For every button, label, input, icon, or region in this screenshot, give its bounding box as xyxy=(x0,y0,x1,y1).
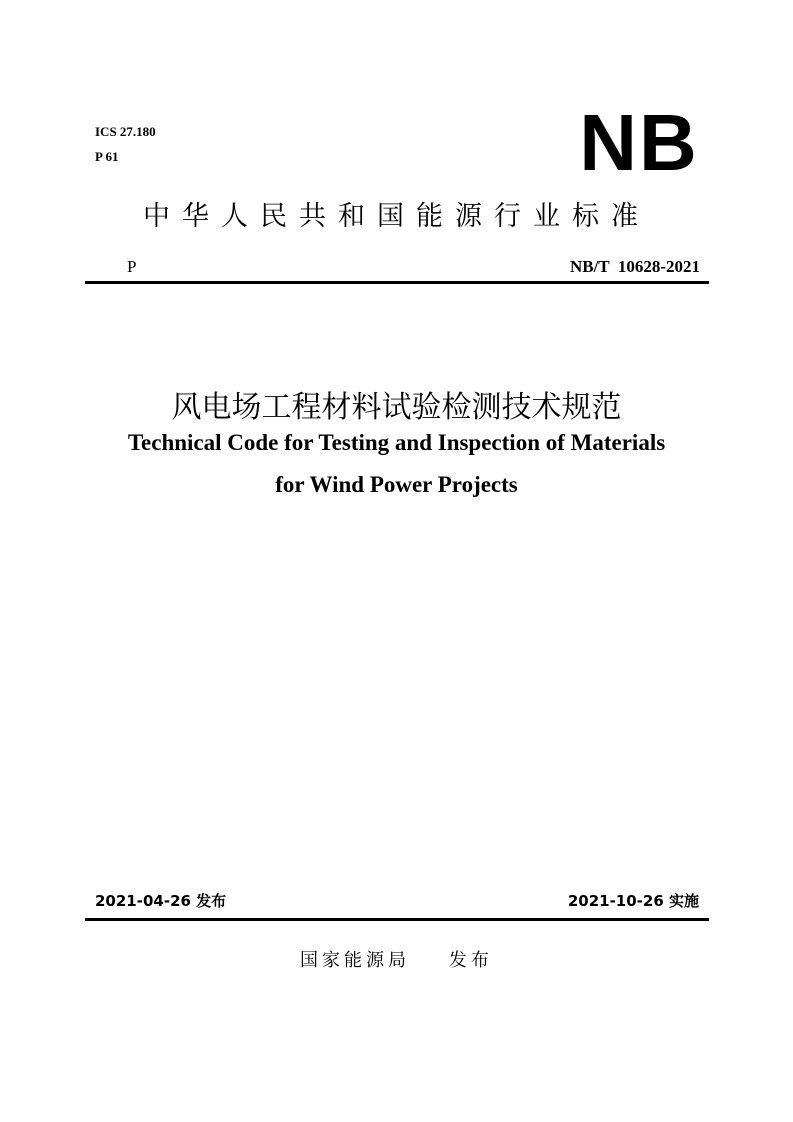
document-title-zh: 风电场工程材料试验检测技术规范 xyxy=(171,390,622,425)
document-title-en-line2: for Wind Power Projects xyxy=(275,472,518,497)
publisher: 国家能源局 发布 xyxy=(300,950,493,971)
industry-standard-title: 中华人民共和国能源行业标准 xyxy=(143,201,650,232)
issue-date: 2021-04-26 发布 xyxy=(95,892,227,910)
nb-logo-text: NB xyxy=(579,104,699,179)
classification-letter: P xyxy=(127,257,137,276)
standard-number: NB/T 10628-2021 xyxy=(569,257,700,276)
document-title-en-line1: Technical Code for Testing and Inspection of Materials xyxy=(127,430,666,455)
nb-logo xyxy=(577,104,702,179)
classification-code: P 61 xyxy=(95,149,119,164)
bottom-divider xyxy=(85,918,709,921)
ics-code: ICS 27.180 xyxy=(95,124,156,139)
top-divider xyxy=(85,281,709,284)
implementation-date: 2021-10-26 实施 xyxy=(567,892,699,910)
